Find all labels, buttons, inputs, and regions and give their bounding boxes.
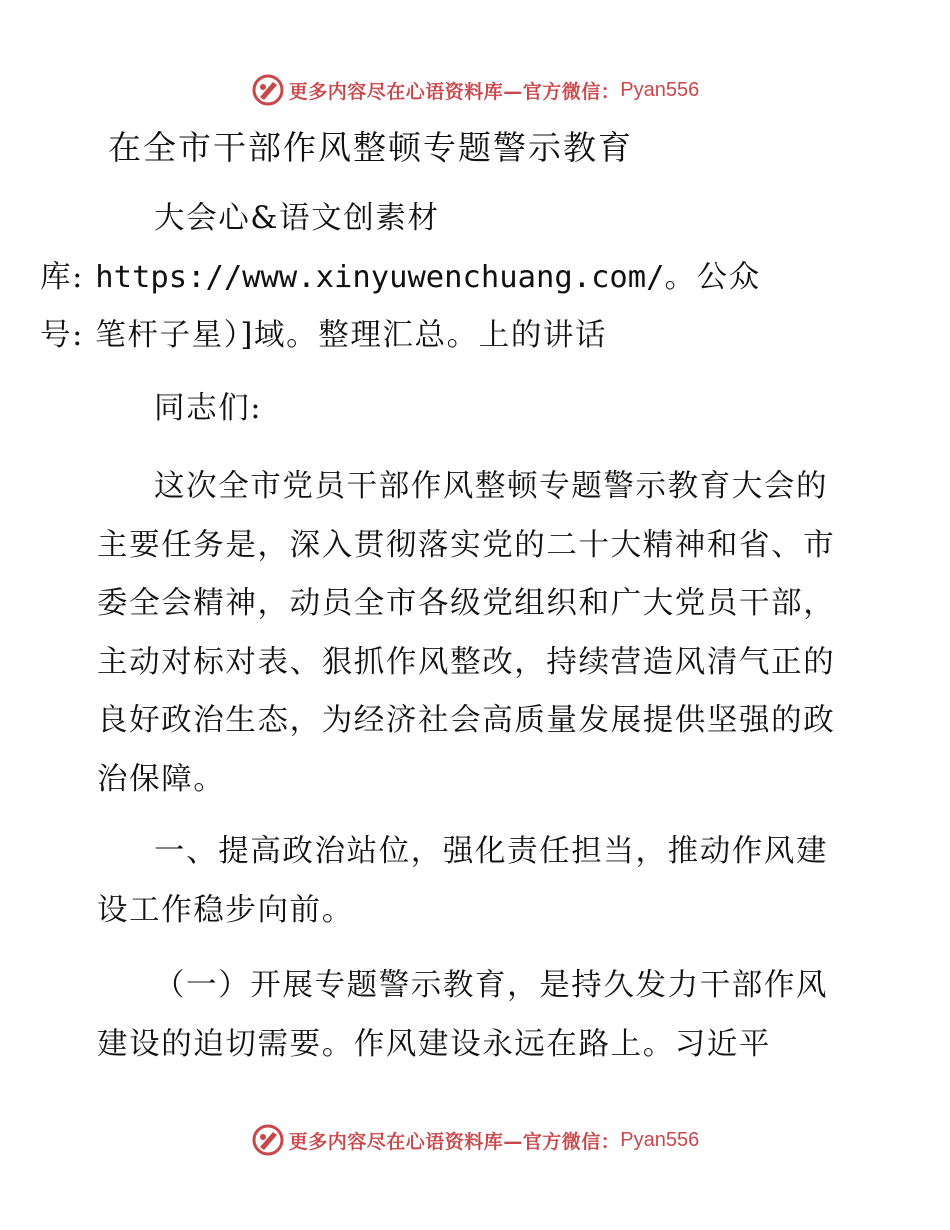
greeting: 同志们: (154, 391, 263, 426)
watermark-header (0, 70, 950, 110)
source-paragraph (40, 190, 857, 366)
subsection-heading-1: （一）开展专题警示教育，是持久发力干部作风建设的迫切需要。作风建设永远在路上。习近平 (97, 968, 829, 1062)
brand-logo-icon (251, 1123, 285, 1157)
watermark-text: 更多内容尽在心语资料库—官方微信： (288, 1130, 621, 1153)
source-line2-prefix: 库: (40, 259, 96, 295)
watermark-footer (0, 1120, 950, 1160)
brand-logo-icon (251, 73, 285, 107)
source-line2-suffix: 。公众 (664, 259, 761, 295)
source-line3: 号: 笔杆子星）]域。整理汇总。上的讲话 (40, 318, 608, 353)
watermark-account: Pyan556 (620, 78, 700, 101)
body-paragraph-1: 这次全市党员干部作风整顿专题警示教育大会的主要任务是，深入贯彻落实党的二十大精神和省、市委全会精神，动员全市各级党组织和广大党员干部，主动对标对表、狠抓作风整改，持续营造风清气正的良好政治生态，为经济社会高质量发展提供坚强的政治保障。 (97, 469, 836, 797)
document-title: 在全市干部作风整顿专题警示教育 (108, 128, 633, 167)
source-url-link[interactable]: https://www.xinyuwenchuang.com/ (95, 259, 665, 295)
watermark-text: 更多内容尽在心语资料库—官方微信： (288, 80, 621, 103)
watermark-account: Pyan556 (620, 1128, 700, 1151)
source-line1: 大会心&语文创素材 (154, 201, 440, 236)
section-heading-1: 一、提高政治站位，强化责任担当，推动作风建设工作稳步向前。 (97, 834, 829, 928)
